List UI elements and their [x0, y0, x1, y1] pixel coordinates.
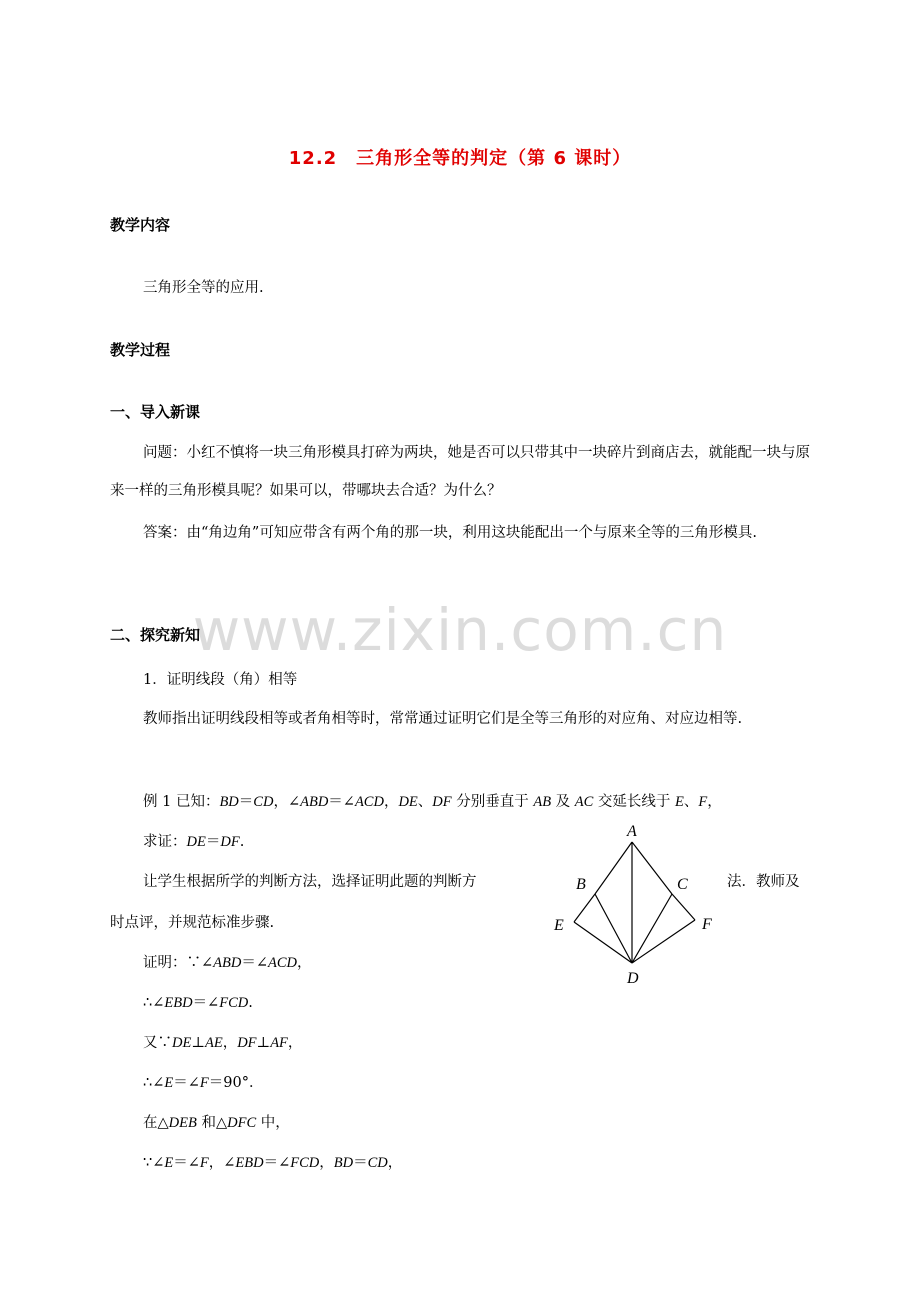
segment-BD — [595, 894, 632, 963]
heading-content: 教学内容 — [110, 216, 171, 234]
prove-statement: 求证：DE＝DF. — [143, 834, 245, 850]
proof-line-5: 在△DEB 和△DFC 中， — [143, 1115, 290, 1131]
method-text-b: 法．教师及 — [727, 874, 800, 890]
label-E: E — [554, 917, 564, 934]
segment-AB — [595, 842, 632, 894]
label-D: D — [627, 970, 639, 987]
heading-part1: 一、导入新课 — [110, 403, 201, 421]
method-text-c: 时点评，并规范标准步骤. — [110, 915, 275, 931]
label-F: F — [702, 916, 712, 933]
watermark: www.zixin.com.cn — [192, 596, 728, 664]
method-text-a: 让学生根据所学的判断方法，选择证明此题的判断方 — [143, 874, 477, 890]
page-title: 12.2 三角形全等的判定（第 6 课时） — [288, 148, 632, 169]
teacher-note: 教师指出证明线段相等或者角相等时，常常通过证明它们是全等三角形的对应角、对应边相等. — [143, 711, 743, 727]
proof-line-4: ∴∠E＝∠F＝90°． — [143, 1075, 264, 1091]
segment-ED — [574, 922, 632, 963]
proof-line-3: 又∵DE⊥AE，DF⊥AF， — [143, 1035, 303, 1051]
proof-line-2: ∴∠EBD＝∠FCD. — [143, 995, 253, 1011]
label-B: B — [576, 876, 586, 893]
segment-FD — [632, 920, 695, 963]
geometry-figure — [540, 818, 730, 988]
heading-part2: 二、探究新知 — [110, 626, 201, 644]
proof-line-1: 证明：∵∠ABD＝∠ACD， — [143, 955, 312, 971]
heading-process: 教学过程 — [110, 341, 171, 359]
segment-CD — [632, 894, 672, 963]
segment-CF — [672, 894, 695, 920]
segment-BE — [574, 894, 595, 922]
example-1: 例 1 已知：BD＝CD，∠ABD＝∠ACD，DE、DF 分别垂直于 AB 及 AC 交延长线于 E、F， — [143, 794, 722, 810]
segment-AC — [632, 842, 672, 894]
label-C: C — [677, 876, 688, 893]
question-paragraph: 问题：小红不慎将一块三角形模具打碎为两块，她是否可以只带其中一块碎片到商店去，就能配一块与原来一样的三角形模具呢？如果可以，带哪块去合适？为什么？ — [110, 445, 810, 499]
content-text: 三角形全等的应用. — [143, 280, 264, 296]
proof-line-6: ∵∠E＝∠F，∠EBD＝∠FCD，BD＝CD， — [143, 1155, 403, 1171]
answer-paragraph: 答案：由“角边角”可知应带含有两个角的那一块，利用这块能配出一个与原来全等的三角形模具. — [143, 525, 757, 541]
item1-title: 1．证明线段（角）相等 — [143, 672, 298, 688]
label-A: A — [627, 823, 637, 840]
